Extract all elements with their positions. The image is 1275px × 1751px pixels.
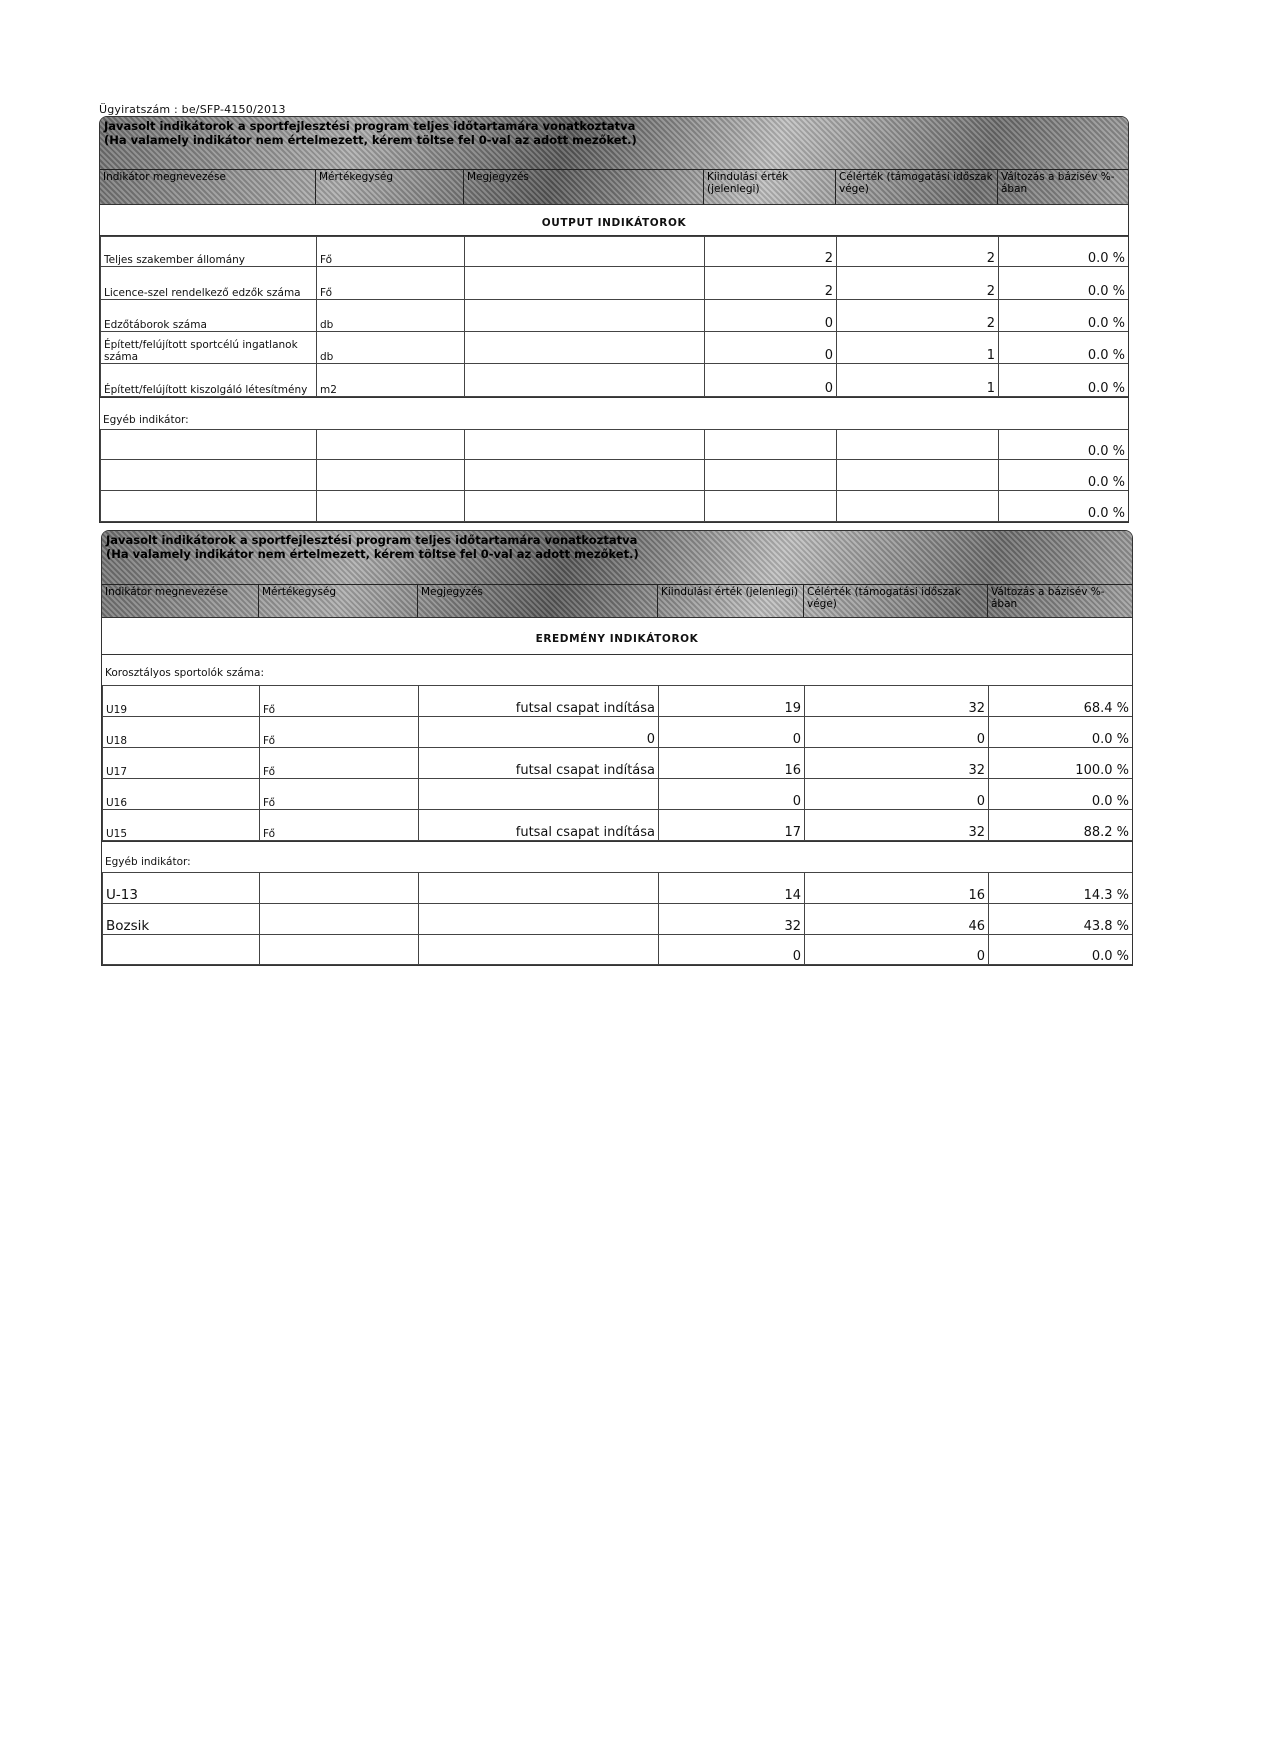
target-value[interactable]: 16 — [805, 873, 989, 904]
table-row — [103, 810, 1133, 841]
change-value: 14.3 % — [989, 873, 1133, 904]
indicator-unit: Fő — [317, 237, 465, 267]
banner-line-1: Javasolt indikátorok a sportfejlesztési program teljes időtartamára vonatkoztatva — [104, 119, 636, 133]
indicator-name: Licence-szel rendelkező edzők száma — [101, 267, 317, 300]
indicator-note[interactable] — [465, 460, 705, 491]
target-value[interactable]: 32 — [805, 810, 989, 841]
target-value[interactable]: 0 — [805, 717, 989, 748]
indicator-name[interactable] — [101, 491, 317, 522]
change-value: 0.0 % — [999, 300, 1129, 332]
table-row — [103, 748, 1133, 779]
table-row — [101, 237, 1129, 267]
indicator-unit: db — [317, 332, 465, 364]
table-row — [103, 873, 1133, 904]
indicator-note[interactable]: futsal csapat indítása — [419, 748, 659, 779]
document-number: Ügyiratszám : be/SFP-4150/2013 — [99, 103, 286, 116]
indicator-note[interactable] — [465, 237, 705, 267]
indicator-name[interactable]: Bozsik — [103, 904, 260, 935]
indicator-unit: Fő — [260, 810, 419, 841]
target-value[interactable] — [837, 460, 999, 491]
result-indicators-section — [101, 530, 1133, 966]
start-value[interactable]: 0 — [659, 717, 805, 748]
indicator-note[interactable] — [465, 332, 705, 364]
table-row — [103, 717, 1133, 748]
other-indicators-table — [100, 429, 1129, 522]
header-start-value: Kiindulási érték (jelenlegi) — [658, 585, 804, 617]
output-indicators-section — [99, 116, 1129, 523]
indicator-unit: Fő — [317, 267, 465, 300]
indicator-note[interactable] — [419, 873, 659, 904]
indicator-unit: db — [317, 300, 465, 332]
start-value[interactable]: 0 — [659, 779, 805, 810]
indicator-unit[interactable] — [317, 430, 465, 460]
change-value: 0.0 % — [999, 491, 1129, 522]
indicator-note[interactable] — [465, 491, 705, 522]
result-indicators-table — [102, 685, 1133, 841]
output-indicators-table — [100, 236, 1129, 397]
header-change: Változás a bázisév %-ában — [1001, 171, 1115, 195]
change-value: 0.0 % — [989, 717, 1133, 748]
indicator-unit[interactable] — [260, 904, 419, 935]
indicator-unit: Fő — [260, 717, 419, 748]
table-row — [101, 332, 1129, 364]
start-value[interactable]: 32 — [659, 904, 805, 935]
start-value[interactable]: 17 — [659, 810, 805, 841]
change-value: 0.0 % — [999, 237, 1129, 267]
table-row — [103, 686, 1133, 717]
indicator-name: Épített/felújított sportcélú ingatlanok száma — [101, 332, 317, 364]
target-value[interactable]: 0 — [805, 779, 989, 810]
start-value[interactable]: 0 — [705, 364, 837, 397]
change-value: 0.0 % — [999, 267, 1129, 300]
change-value: 88.2 % — [989, 810, 1133, 841]
indicator-note[interactable]: futsal csapat indítása — [419, 686, 659, 717]
target-value[interactable]: 46 — [805, 904, 989, 935]
indicator-unit: m2 — [317, 364, 465, 397]
header-start-value: Kiindulási érték (jelenlegi) — [704, 170, 836, 204]
indicator-note[interactable]: futsal csapat indítása — [419, 810, 659, 841]
target-value[interactable] — [837, 430, 999, 460]
table-row — [103, 904, 1133, 935]
indicator-name: Edzőtáborok száma — [101, 300, 317, 332]
change-value: 43.8 % — [989, 904, 1133, 935]
target-value[interactable] — [837, 491, 999, 522]
banner-line-2: (Ha valamely indikátor nem értelmezett, kérem töltse fel 0-val az adott mezőket.) — [104, 133, 637, 147]
indicator-unit: Fő — [260, 748, 419, 779]
table-row — [101, 491, 1129, 522]
table-row — [101, 460, 1129, 491]
start-value[interactable]: 16 — [659, 748, 805, 779]
indicator-unit[interactable] — [260, 873, 419, 904]
header-target-value: Célérték (támogatási időszak vége) — [836, 170, 998, 204]
other-indicator-label: Egyéb indikátor: — [102, 841, 1132, 872]
indicator-name: U18 — [103, 717, 260, 748]
indicator-unit[interactable] — [260, 935, 419, 965]
banner-line-1: Javasolt indikátorok a sportfejlesztési program teljes időtartamára vonatkoztatva — [106, 533, 638, 547]
indicator-name: U15 — [103, 810, 260, 841]
header-indicator-name: Indikátor megnevezése — [100, 170, 316, 204]
indicator-unit: Fő — [260, 779, 419, 810]
indicator-name: U19 — [103, 686, 260, 717]
header-note: Megjegyzés — [418, 585, 658, 617]
change-value: 0.0 % — [999, 460, 1129, 491]
section-banner — [100, 117, 1128, 204]
start-value[interactable]: 0 — [659, 935, 805, 965]
header-change: Változás a bázisév %-ában — [991, 586, 1105, 610]
section-title: OUTPUT INDIKÁTOROK — [100, 204, 1128, 236]
change-value: 0.0 % — [999, 364, 1129, 397]
group-label: Korosztályos sportolók száma: — [105, 667, 264, 679]
indicator-note[interactable] — [419, 779, 659, 810]
target-value[interactable]: 32 — [805, 686, 989, 717]
target-value[interactable]: 2 — [837, 237, 999, 267]
indicator-name: Teljes szakember állomány — [101, 237, 317, 267]
start-value[interactable]: 2 — [705, 267, 837, 300]
indicator-name: U16 — [103, 779, 260, 810]
indicator-note[interactable] — [465, 300, 705, 332]
section-title: EREDMÉNY INDIKÁTOROK — [102, 617, 1132, 655]
table-row — [101, 267, 1129, 300]
start-value[interactable]: 2 — [705, 237, 837, 267]
target-value[interactable]: 1 — [837, 364, 999, 397]
start-value[interactable] — [705, 430, 837, 460]
change-value: 0.0 % — [999, 430, 1129, 460]
target-value[interactable]: 2 — [837, 300, 999, 332]
change-value: 0.0 % — [999, 332, 1129, 364]
indicator-unit[interactable] — [317, 491, 465, 522]
start-value[interactable]: 19 — [659, 686, 805, 717]
header-indicator-name: Indikátor megnevezése — [102, 585, 259, 617]
target-value[interactable]: 1 — [837, 332, 999, 364]
indicator-name[interactable] — [101, 460, 317, 491]
change-value: 68.4 % — [989, 686, 1133, 717]
section-banner — [102, 531, 1132, 617]
indicator-note[interactable] — [465, 430, 705, 460]
header-unit: Mértékegység — [259, 585, 418, 617]
header-unit: Mértékegység — [316, 170, 464, 204]
target-value[interactable]: 0 — [805, 935, 989, 965]
start-value[interactable]: 14 — [659, 873, 805, 904]
indicator-note[interactable] — [465, 364, 705, 397]
other-indicators-table — [102, 872, 1133, 965]
table-row — [103, 935, 1133, 965]
banner-line-2: (Ha valamely indikátor nem értelmezett, kérem töltse fel 0-val az adott mezőket.) — [106, 547, 639, 561]
target-value[interactable]: 32 — [805, 748, 989, 779]
start-value[interactable]: 0 — [705, 300, 837, 332]
indicator-note[interactable]: 0 — [419, 717, 659, 748]
change-value: 0.0 % — [989, 935, 1133, 965]
indicator-note[interactable] — [419, 904, 659, 935]
indicator-note[interactable] — [419, 935, 659, 965]
indicator-unit: Fő — [260, 686, 419, 717]
indicator-note[interactable] — [465, 267, 705, 300]
header-note: Megjegyzés — [464, 170, 704, 204]
change-value: 100.0 % — [989, 748, 1133, 779]
start-value[interactable] — [705, 460, 837, 491]
table-row — [101, 430, 1129, 460]
indicator-name[interactable] — [101, 430, 317, 460]
table-row — [101, 364, 1129, 397]
indicator-name: U17 — [103, 748, 260, 779]
change-value: 0.0 % — [989, 779, 1133, 810]
indicator-unit[interactable] — [317, 460, 465, 491]
start-value[interactable] — [705, 491, 837, 522]
table-row — [103, 779, 1133, 810]
other-indicator-label: Egyéb indikátor: — [100, 397, 1128, 429]
target-value[interactable]: 2 — [837, 267, 999, 300]
indicator-name: Épített/felújított kiszolgáló létesítmény — [101, 364, 317, 397]
start-value[interactable]: 0 — [705, 332, 837, 364]
table-row — [101, 300, 1129, 332]
indicator-name[interactable] — [103, 935, 260, 965]
indicator-name[interactable]: U-13 — [103, 873, 260, 904]
header-target-value: Célérték (támogatási időszak vége) — [804, 585, 988, 617]
